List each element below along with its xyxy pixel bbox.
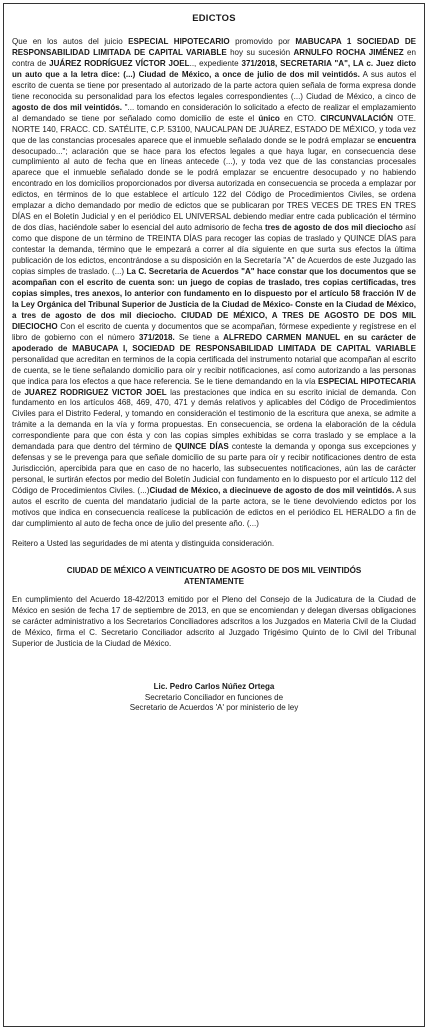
closing-courtesy: Reitero a Usted las seguridades de mi atenta y distinguida consideración.	[12, 538, 275, 548]
body-text-run: .., expediente	[189, 58, 242, 68]
body-text-run: Con el escrito de cuenta y documentos que se acompañan, fórmese expediente y regístrese en el libro de gobierno con el número	[12, 321, 416, 342]
body-text-run: promovido por	[229, 37, 296, 46]
body-bold-run: JUAREZ RODRIGUEZ VICTOR JOEL	[24, 387, 167, 397]
agreement-paragraph: En cumplimiento del Acuerdo 18-42/2013 emitido por el Pleno del Consejo de la Judicatura de la Ciudad de México en sesión de fecha 17 de septiembre de 2013, en que se encomiendan y delegan diversas obligaciones se carácter administrativo a los Secretarios Conciliadores adscritos a los Juzgados en Materia Civil de la Ciudad de México, firma el C. Secretario Conciliador adscrito al Juzgado Trigésimo Quinto de lo Civil del Tribunal Superior de Justicia de la Ciudad de México.	[12, 595, 416, 649]
notice-title: EDICTOS	[192, 12, 236, 23]
signer-title-line1: Secretario Conciliador en funciones de	[144, 692, 284, 702]
body-text-run: de	[12, 387, 25, 397]
body-bold-run: tres de agosto de dos mil dieciocho	[265, 223, 403, 233]
body-text-run: personalidad que acreditan en terminos de la copia certificada del instrumento notarial que acompañan al escrito de cuenta, se le tiene señalando domicilio para oír y recibir notificaciones, así como autorizando a las personas que indica para los efectos a que hace referencia. Se le tiene demandando en la vía	[12, 354, 416, 386]
body-bold-run: JUÁREZ RODRÍGUEZ VÍCTOR JOEL	[49, 58, 190, 68]
signature-block	[12, 682, 416, 714]
body-text-run: conteste la demanda y oponga sus excepciones y defensas y se le prevenga para que señale domicilio de su parte para oír y recibir notificaciones dentro de esta Jurisdicción, apercibida para que en caso de no hacerlo, las subsecuentes notificaciones, aún las de carácter personal, le surtirán efectos por medio del Boletín Judicial con fundamento en lo dispuesto por el artículo 112 del Código de Procedimientos Civiles. (...)	[12, 442, 417, 496]
signer-title-line2: Secretario de Acuerdos 'A' por ministerio de ley	[129, 703, 299, 713]
body-bold-run: ESPECIAL HIPOTECARIO	[128, 37, 230, 46]
body-text-run: así como que dispone de un término de TREINTA DÍAS para recoger las copias de traslado y QUINCE DÍAS para contestar la demanda, término que le empezará a correr al día siguiente en que surta sus efectos la última publicación de los edictos, encontrándose a su disposición en la Secretaría "A" de Acuerdos de este Juzgado las copias simples de traslado. (...)	[12, 223, 416, 277]
body-bold-run: 371/2018.	[138, 332, 175, 342]
date-heading: CIUDAD DE MÉXICO A VEINTICUATRO DE AGOSTO DE DOS MIL VEINTIDÓS	[66, 565, 362, 575]
body-bold-run: 371/2018, SECRETARIA "A", LA c. Juez dicto un auto que a la letra dice: (...) Ciudad de México, a once de julio de dos mil veintidós.	[12, 58, 417, 79]
body-text-run: OTE. NORTE 140, FRACC. CD. SATÉLITE, C.P. 53100, NAUCALPAN DE JUÁREZ, ESTADO DE MÉXICO, y toda vez que de las constancias procesales aparece que el inmueble señalado donde se le podrá emplazar se	[12, 113, 416, 145]
edict-body	[12, 37, 416, 530]
body-text-run: en CTO.	[279, 113, 321, 123]
body-bold-run: MABUCAPA 1 SOCIEDAD DE RESPONSABILIDAD LIMITADA DE CAPITAL VARIABLE	[12, 37, 416, 57]
body-text-run: A sus autos el escrito de cuenta del mandatario judicial de la parte actora, se le tiene devolviendo edictos por los motivos que indica en consecuencia realícese la publicación de edictos en el periódico EL HERALDO a fin de dar cumplimiento al auto de fecha once de julio del presente año. (...)	[12, 486, 417, 528]
body-text-run: "... tomando en consideración lo solicitado a efecto de realizar el emplazamiento al demandado se tiene por señalado como domicilio de este el	[12, 102, 416, 123]
body-text-run: desocupado..."; aclaración que se hace para los efectos legales a que haya lugar, en consecuencia dese cumplimiento al auto de fecha que en líneas antecede (...), y toda vez que de las constancias procesales aparece que el inmueble señalado donde se le podrá emplazar se encuentre desocupado y no habiendo encontrado en los domicilios proporcionados por diversa autorizada en consecuencia se proceda a emplazar por edictos, en términos de lo que establece el artículo 122 del Código de Procedimientos Civiles, se ordena emplazar a dicho demandado por medio de edictos que se publicaran por TRES VECES DE TRES EN TRES DÍAS en el Boletín Judicial y en el periódico EL UNIVERSAL debiendo mediar entre cada publicación el término de dos días, haciéndole saber lo esencial del auto admisorio de fecha	[12, 146, 416, 233]
signer-name: Lic. Pedro Carlos Núñez Ortega	[153, 682, 275, 692]
body-text-run: Se tiene a	[174, 332, 224, 342]
body-text-run: en contra de	[12, 47, 416, 68]
body-bold-run: La C. Secretaria de Acuerdos "A" hace constar que los documentos que se acompañan con el escrito de cuenta son: un juego de copias de traslado, tres copias certificadas, tres copias simples, tres anexos, lo anterior con fundamento en lo dispuesto por el artículo 58 fracción IV de la Ley Orgánica del Tribunal Superior de Justicia de la Ciudad de México- Conste en la Ciudad de México, a tres de agosto de dos mil dieciocho. CIUDAD DE MÉXICO, A TRES DE AGOSTO DE DOS MIL DIECIOCHO	[12, 267, 416, 331]
date-heading-block	[12, 566, 416, 588]
body-bold-run: único	[258, 113, 280, 123]
body-bold-run: agosto de dos mil veintidós.	[12, 102, 122, 112]
body-bold-run: ALFREDO CARMEN MANUEL en su carácter de apoderado de MABUCAPA I, SOCIEDAD DE RESPONSABILIDAD LIMITADA DE CAPITAL VARIABLE	[12, 332, 416, 353]
body-text-run: A sus autos el escrito de cuenta se tiene por presentado al autorizado de la parte actora quien señala de forma expresa donde tiene reconocida su personalidad para los efectos legales correspondientes (...) Ciudad de México, a cinco de	[12, 69, 416, 101]
body-bold-run: ARNULFO ROCHA JIMÉNEZ	[293, 47, 404, 57]
body-text-run: las prestaciones que indica en su escrito inicial de demanda. Con fundamento en los artículos 468, 469, 470, 471 y demás relativos y aplicables del Código de Procedimientos Civiles para el Distrito Federal, y tomando en consideración el testimonio de la escritura que anexa, se admite a trámite a la demanda en la vía y forma propuestas. En consecuencia, se ordena la elaboración de la cédula correspondiente para que con ésta y con las copias simples exhibidas se corra traslado y se emplace a la demandada para que dentro del término de	[12, 387, 417, 452]
atentamente-heading: ATENTAMENTE	[184, 576, 244, 586]
body-bold-run: Ciudad de México, a diecinueve de agosto de dos mil veintidós.	[149, 486, 395, 496]
body-text-run: Que en los autos del juicio	[12, 37, 129, 46]
body-bold-run: encuentra	[377, 135, 416, 145]
body-bold-run: CIRCUNVALACIÓN	[320, 113, 394, 123]
body-bold-run: QUINCE DÍAS	[175, 442, 229, 452]
body-text-run: hoy su sucesión	[226, 47, 294, 57]
edict-notice	[3, 3, 425, 1027]
body-bold-run: ESPECIAL HIPOTECARIA	[317, 376, 416, 386]
